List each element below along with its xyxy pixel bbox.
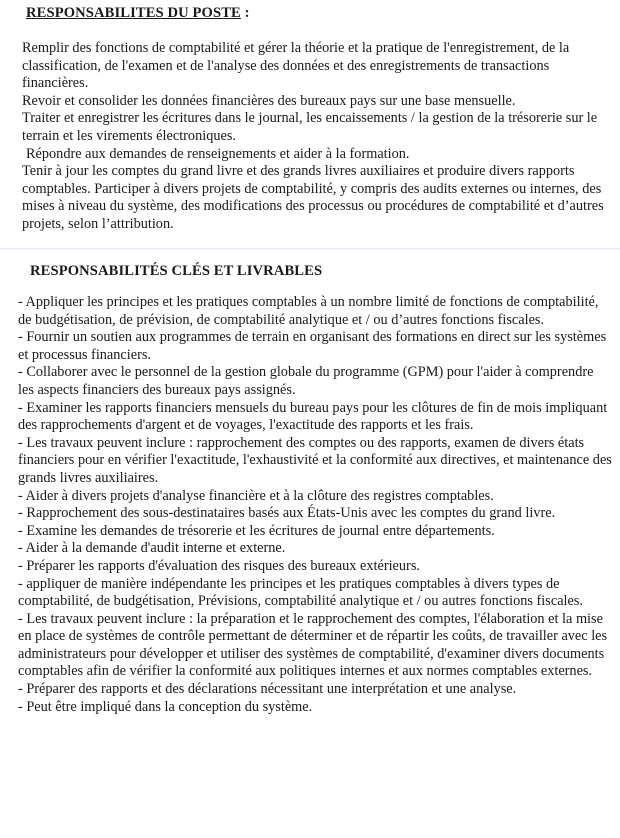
list-item: - Peut être impliqué dans la conception du système.: [18, 698, 313, 715]
list-item: - appliquer de manière indépendante les principes et les pratiques comptables à divers types de comptabilité, de budgétisation, Prévisions, comptabilité analytique et / ou autres fonctions fiscales.: [18, 575, 583, 610]
deliverables-list: [18, 294, 612, 716]
list-item: - Rapprochement des sous-destinataires basés aux États-Unis avec les comptes du grand livre.: [18, 505, 556, 522]
section-key-deliverables: [18, 262, 612, 716]
paragraph: Répondre aux demandes de renseignements et aider à la formation.: [26, 145, 410, 162]
list-item: - Appliquer les principes et les pratiques comptables à un nombre limité de fonctions de comptabilité, de budgétisation, de prévision, de comptabilité analytique et / ou d’autres fonctions fiscales.: [18, 294, 599, 328]
section-title: [18, 0, 612, 26]
list-item: - Les travaux peuvent inclure : rapprochement des comptes ou des rapports, examen de divers états financiers pour en vérifier l'exactitude, l'exhaustivité et la conformité aux directives, et maintenance des grands livres auxiliaires.: [18, 434, 612, 486]
section-title-suffix: :: [240, 5, 250, 21]
paragraph: Traiter et enregistrer les écritures dans le journal, les encaissements / la gestion de la trésorerie sur le terrain et les virements électroniques.: [22, 110, 598, 144]
list-item: - Aider à divers projets d'analyse financière et à la clôture des registres comptables.: [18, 487, 494, 504]
list-item: - Collaborer avec le personnel de la gestion globale du programme (GPM) pour l'aider à comprendre les aspects financiers des bureaux pays assignés.: [18, 364, 594, 398]
section-title-text: RESPONSABILITES DU POSTE: [26, 5, 241, 21]
section-job-responsibilities: [18, 0, 612, 234]
paragraph: Revoir et consolider les données financières des bureaux pays sur une base mensuelle.: [22, 92, 516, 109]
scan-divider: [0, 248, 620, 250]
list-item: - Examiner les rapports financiers mensuels du bureau pays pour les clôtures de fin de mois impliquant des rapprochements d'argent et de voyages, l'exactitude des rapports et les frais.: [18, 399, 608, 434]
paragraph: Tenir à jour les comptes du grand livre et des grands livres auxiliaires et produire divers rapports comptables. Participer à divers projets de comptabilité, y compris des audits externes ou internes, des mises à niveau du système, des modifications des processus ou procédures de comptabilité et d’autres projets, selon l’attribution.: [22, 163, 604, 232]
list-item: - Examine les demandes de trésorerie et les écritures de journal entre départements.: [18, 522, 495, 539]
list-item: - Préparer les rapports d'évaluation des risques des bureaux extérieurs.: [18, 557, 420, 574]
list-item: - Aider à la demande d'audit interne et externe.: [18, 540, 286, 557]
list-item: - Fournir un soutien aux programmes de terrain en organisant des formations en direct sur les systèmes et processus financiers.: [18, 329, 607, 363]
paragraph-block: [18, 40, 612, 234]
paragraph: Remplir des fonctions de comptabilité et gérer la théorie et la pratique de l'enregistrement, de la classification, de l'examen et de l'analyse des données et des enregistrements de transactions financières.: [22, 40, 570, 92]
list-item: - Préparer des rapports et des déclarations nécessitant une interprétation et une analyse.: [18, 681, 517, 698]
section-title: RESPONSABILITÉS CLÉS ET LIVRABLES: [30, 263, 323, 279]
list-item: - Les travaux peuvent inclure : la préparation et le rapprochement des comptes, l'élaboration et la mise en place de systèmes de contrôle permettant de déterminer et de répartir les coûts, de travailler avec les administrateurs pour développer et utiliser des systèmes de comptabilité, d'examiner divers documents comptables afin de vérifier la conformité aux politiques internes et aux normes comptables externes.: [18, 610, 608, 680]
